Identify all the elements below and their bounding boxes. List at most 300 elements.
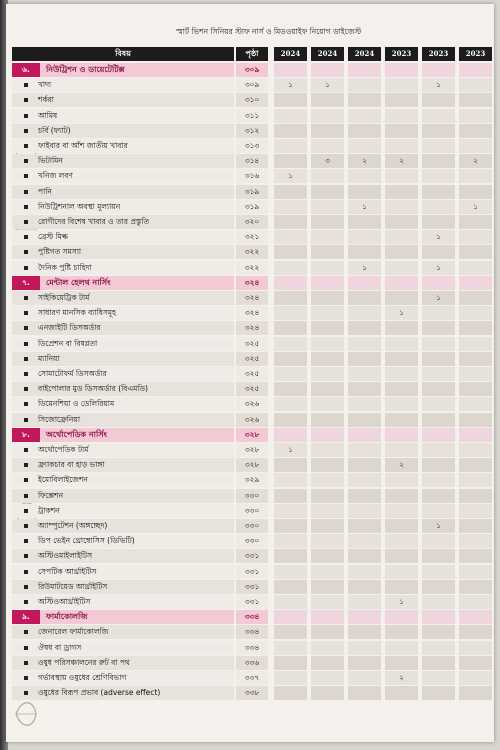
topic-name: দৈনিক পুষ্টি চাহিদা <box>12 261 234 275</box>
question-count-cell <box>422 428 455 442</box>
question-count-cell <box>422 306 455 320</box>
bullet-icon <box>24 311 28 315</box>
question-count-cell <box>422 625 455 639</box>
question-count-cell <box>311 504 344 518</box>
page-number: ৩২৯ <box>236 473 268 487</box>
question-count-cell <box>348 625 381 639</box>
question-count-cell <box>459 367 492 381</box>
page-number: ৩২৮ <box>236 443 268 457</box>
page-number: ৩১৯ <box>236 200 268 214</box>
question-count-cell <box>385 276 418 290</box>
question-count-cell <box>459 382 492 396</box>
question-count-cell <box>459 428 492 442</box>
question-count-cell <box>422 610 455 624</box>
question-count-cell <box>348 367 381 381</box>
section-row <box>12 428 492 443</box>
question-count-cell <box>422 245 455 259</box>
topic-name: সেপটিক আর্থ্রাইটিস <box>12 565 234 579</box>
bullet-icon <box>24 463 28 467</box>
page-number: ৩২৫ <box>236 367 268 381</box>
page-number: ৩২২ <box>236 245 268 259</box>
bullet-icon <box>24 296 28 300</box>
topic-name: সোমাটোফর্ম ডিসঅর্ডার <box>12 367 234 381</box>
topic-name: আমিষ <box>12 109 234 123</box>
table-row <box>12 367 492 382</box>
topic-name: খনিজ লবণ <box>12 169 234 183</box>
question-count-cell <box>422 276 455 290</box>
question-count-cell <box>348 306 381 320</box>
question-count-cell <box>348 656 381 670</box>
table-row <box>12 352 492 367</box>
question-count-cell <box>422 185 455 199</box>
question-count-cell: ২ <box>348 154 381 168</box>
question-count-cell <box>274 245 307 259</box>
question-count-cell <box>459 625 492 639</box>
question-count-cell <box>311 215 344 229</box>
question-count-cell <box>459 504 492 518</box>
question-count-cell <box>311 428 344 442</box>
question-count-cell <box>348 595 381 609</box>
page-number: ৩১৯ <box>236 185 268 199</box>
question-count-cell <box>422 397 455 411</box>
question-count-cell <box>274 686 307 700</box>
table-row <box>12 656 492 671</box>
question-count-cell <box>274 367 307 381</box>
question-count-cell <box>385 109 418 123</box>
table-row <box>12 139 492 154</box>
table-row <box>12 489 492 504</box>
question-count-cell <box>459 534 492 548</box>
topic-name: রিউমাটয়েড আর্থ্রাইটিস <box>12 580 234 594</box>
question-count-cell <box>311 473 344 487</box>
page-number: ৩৩১ <box>236 565 268 579</box>
question-count-cell <box>459 185 492 199</box>
question-count-cell <box>348 580 381 594</box>
question-count-cell <box>311 169 344 183</box>
bullet-icon <box>24 494 28 498</box>
question-count-cell: ১ <box>311 78 344 92</box>
section-number: ৯. <box>12 610 40 624</box>
question-count-cell <box>274 580 307 594</box>
question-count-cell <box>311 671 344 685</box>
page-number: ৩৩০ <box>236 534 268 548</box>
topic-name: ফিক্সেশন <box>12 489 234 503</box>
question-count-cell <box>311 185 344 199</box>
question-count-cell <box>274 413 307 427</box>
table-row <box>12 686 492 701</box>
question-count-cell <box>385 610 418 624</box>
topic-name: গর্ভাবস্থায় ওষুধের শ্রেণিবিভাগ <box>12 671 234 685</box>
question-count-cell <box>348 337 381 351</box>
bullet-icon <box>24 524 28 528</box>
page-number: ৩২১ <box>236 230 268 244</box>
page-number: ৩১২ <box>236 124 268 138</box>
table-row <box>12 625 492 640</box>
question-count-cell <box>385 382 418 396</box>
page-number: ৩১১ <box>236 109 268 123</box>
question-count-cell <box>459 397 492 411</box>
table-row <box>12 215 492 230</box>
topic-name: শর্করা <box>12 93 234 107</box>
question-count-cell <box>311 458 344 472</box>
question-count-cell <box>459 519 492 533</box>
question-count-cell <box>459 124 492 138</box>
bullet-icon <box>24 357 28 361</box>
question-count-cell <box>385 565 418 579</box>
question-count-cell <box>348 428 381 442</box>
question-count-cell <box>385 63 418 77</box>
year-column-header: 2023 <box>459 47 492 61</box>
topic-name: সিজোফ্রেনিয়া <box>12 413 234 427</box>
topic-name: সাধারণ মানসিক ব্যাধিসমূহ <box>12 306 234 320</box>
question-count-cell <box>311 580 344 594</box>
bullet-icon <box>24 509 28 513</box>
question-count-cell <box>348 352 381 366</box>
question-count-cell <box>422 565 455 579</box>
question-count-cell <box>348 519 381 533</box>
question-count-cell <box>459 641 492 655</box>
bullet-icon <box>24 372 28 376</box>
question-count-cell <box>274 671 307 685</box>
question-count-cell <box>459 656 492 670</box>
table-row <box>12 109 492 124</box>
bullet-icon <box>24 630 28 634</box>
question-count-cell <box>422 656 455 670</box>
question-count-cell <box>422 489 455 503</box>
topic-name: জেনারেল ফার্মাকোলজি <box>12 625 234 639</box>
question-count-cell <box>348 245 381 259</box>
question-count-cell <box>311 595 344 609</box>
question-count-cell: ১ <box>348 261 381 275</box>
question-count-cell: ১ <box>422 519 455 533</box>
question-count-cell <box>459 473 492 487</box>
bullet-icon <box>24 402 28 406</box>
table-row <box>12 504 492 519</box>
table-row <box>12 261 492 276</box>
question-count-cell: ১ <box>385 595 418 609</box>
question-count-cell <box>385 78 418 92</box>
question-count-cell <box>422 367 455 381</box>
question-count-cell <box>348 473 381 487</box>
topic-name: ওষুধ পরিসঞ্চালনের রুট বা পথ <box>12 656 234 670</box>
question-count-cell <box>422 93 455 107</box>
page-number: ৩২২ <box>236 261 268 275</box>
page-number: ৩৩১ <box>236 595 268 609</box>
question-count-cell <box>311 200 344 214</box>
bullet-icon <box>24 448 28 452</box>
topic-name: সাইকিয়েট্রিক টার্ম <box>12 291 234 305</box>
question-count-cell <box>311 109 344 123</box>
question-count-cell <box>274 93 307 107</box>
page-number: ৩৩১ <box>236 549 268 563</box>
question-count-cell <box>422 200 455 214</box>
question-count-cell <box>274 428 307 442</box>
topic-name: ইমোবিলাইজেশন <box>12 473 234 487</box>
question-count-cell <box>274 397 307 411</box>
page-number: ৩২৪ <box>236 291 268 305</box>
question-count-cell <box>274 306 307 320</box>
question-count-cell <box>422 124 455 138</box>
question-count-cell: ২ <box>459 154 492 168</box>
question-count-cell <box>459 245 492 259</box>
table-row <box>12 443 492 458</box>
bullet-icon <box>24 600 28 604</box>
year-column-header: 2024 <box>274 47 307 61</box>
question-count-cell <box>348 397 381 411</box>
question-count-cell <box>459 443 492 457</box>
question-count-cell <box>274 489 307 503</box>
question-count-cell: ১ <box>274 78 307 92</box>
question-count-cell <box>274 200 307 214</box>
running-header: স্মার্ট ভিশন সিনিয়র স্টাফ নার্স ও মিডওয়াইফ নিয়োগ ডাইজেস্ট <box>176 27 362 36</box>
question-count-cell <box>422 534 455 548</box>
question-count-cell <box>385 200 418 214</box>
question-count-cell <box>348 641 381 655</box>
question-count-cell: ২ <box>385 458 418 472</box>
page-number: ৩২৮ <box>236 428 268 442</box>
table-row <box>12 397 492 412</box>
question-count-cell <box>385 139 418 153</box>
question-count-cell <box>274 565 307 579</box>
year-column-header: 2023 <box>422 47 455 61</box>
question-count-cell <box>385 428 418 442</box>
question-count-cell <box>459 671 492 685</box>
question-count-cell <box>385 337 418 351</box>
page-number: ৩২৬ <box>236 413 268 427</box>
section-title: অর্থোপেডিক নার্সিং <box>12 428 234 442</box>
question-count-cell <box>385 93 418 107</box>
question-count-cell <box>274 321 307 335</box>
year-column-header: 2023 <box>385 47 418 61</box>
question-count-cell <box>422 473 455 487</box>
question-count-cell <box>385 413 418 427</box>
question-count-cell <box>311 321 344 335</box>
table-row <box>12 595 492 610</box>
question-count-cell <box>311 63 344 77</box>
question-count-cell <box>422 458 455 472</box>
question-count-cell <box>385 519 418 533</box>
page-number: ৩১০ <box>236 93 268 107</box>
topic-name: খাদ্য <box>12 78 234 92</box>
question-count-cell <box>274 641 307 655</box>
page-number: ৩২৪ <box>236 276 268 290</box>
question-count-cell <box>348 291 381 305</box>
table-row <box>12 458 492 473</box>
bullet-icon <box>24 478 28 482</box>
bullet-icon <box>24 98 28 102</box>
page-number: ৩৩৭ <box>236 671 268 685</box>
table-row <box>12 337 492 352</box>
question-count-cell <box>274 549 307 563</box>
bullet-icon <box>24 646 28 650</box>
question-count-cell <box>311 397 344 411</box>
question-count-cell <box>311 686 344 700</box>
question-count-cell <box>385 245 418 259</box>
question-count-cell <box>274 656 307 670</box>
topic-name: ওষুধের বিরূপ প্রভাব (adverse effect) <box>12 686 234 700</box>
question-count-cell <box>422 671 455 685</box>
question-count-cell <box>459 610 492 624</box>
page-number: ৩৩৪ <box>236 610 268 624</box>
table-row <box>12 291 492 306</box>
question-count-cell <box>311 534 344 548</box>
section-number: ৭. <box>12 276 40 290</box>
question-count-cell <box>422 641 455 655</box>
section-title: ফার্মাকোলজি <box>12 610 234 624</box>
question-count-cell <box>422 443 455 457</box>
question-count-cell <box>311 656 344 670</box>
question-count-cell <box>348 139 381 153</box>
page-number: ৩২৫ <box>236 352 268 366</box>
question-count-cell <box>385 443 418 457</box>
question-count-cell <box>311 352 344 366</box>
question-count-cell <box>459 352 492 366</box>
section-row <box>12 63 492 78</box>
question-count-cell <box>385 397 418 411</box>
table-row <box>12 413 492 428</box>
question-count-cell: ২ <box>385 154 418 168</box>
question-count-cell <box>311 367 344 381</box>
question-count-cell <box>422 169 455 183</box>
table-row <box>12 124 492 139</box>
book-page <box>6 4 494 742</box>
table-row <box>12 185 492 200</box>
bullet-icon <box>24 387 28 391</box>
page-number: ৩১৪ <box>236 154 268 168</box>
topic-name: ঔষধ বা ড্রাগস <box>12 641 234 655</box>
subject-column-header: বিষয় <box>12 47 234 61</box>
question-count-cell <box>422 413 455 427</box>
question-count-cell <box>348 610 381 624</box>
bullet-icon <box>24 554 28 558</box>
bullet-icon <box>24 266 28 270</box>
question-count-cell <box>385 230 418 244</box>
question-count-cell <box>348 413 381 427</box>
bullet-icon <box>24 585 28 589</box>
question-count-cell: ৩ <box>311 154 344 168</box>
page-number: ৩১৬ <box>236 169 268 183</box>
question-count-cell <box>459 169 492 183</box>
page-number: ৩২৬ <box>236 397 268 411</box>
question-count-cell <box>348 185 381 199</box>
question-count-cell <box>459 489 492 503</box>
bullet-icon <box>24 326 28 330</box>
question-count-cell <box>459 580 492 594</box>
question-count-cell <box>459 230 492 244</box>
bullet-icon <box>24 250 28 254</box>
year-column-header: 2024 <box>311 47 344 61</box>
question-count-cell <box>422 580 455 594</box>
question-count-cell <box>459 686 492 700</box>
question-count-cell <box>348 686 381 700</box>
topic-name: ডিপ্রেশন বা বিষণ্ণতা <box>12 337 234 351</box>
question-count-cell <box>459 549 492 563</box>
bullet-icon <box>24 83 28 87</box>
question-count-cell <box>459 93 492 107</box>
question-count-cell <box>385 352 418 366</box>
page-number: ৩৩৪ <box>236 625 268 639</box>
question-count-cell <box>311 261 344 275</box>
topic-name: ফাইবার বা আঁশ জাতীয় খাবার <box>12 139 234 153</box>
question-count-cell <box>348 78 381 92</box>
question-count-cell <box>274 276 307 290</box>
table-row <box>12 565 492 580</box>
question-count-cell: ১ <box>422 291 455 305</box>
question-count-cell <box>311 93 344 107</box>
page-number: ৩৩১ <box>236 580 268 594</box>
question-count-cell: ১ <box>422 261 455 275</box>
question-count-cell: ২ <box>385 671 418 685</box>
question-count-cell <box>385 367 418 381</box>
topic-name: অ্যাম্পুটেশন (অঙ্গচ্ছেদ) <box>12 519 234 533</box>
question-count-cell <box>422 109 455 123</box>
bullet-icon <box>24 691 28 695</box>
bullet-icon <box>24 676 28 680</box>
table-row <box>12 306 492 321</box>
topic-name: পানি <box>12 185 234 199</box>
topic-name: বাইপোলার মুড ডিসঅর্ডার (বিএমডি) <box>12 382 234 396</box>
table-row <box>12 580 492 595</box>
page-number: ৩৩০ <box>236 504 268 518</box>
question-count-cell <box>348 565 381 579</box>
question-count-cell <box>274 382 307 396</box>
question-count-cell <box>274 230 307 244</box>
table-row <box>12 519 492 534</box>
question-count-cell <box>348 671 381 685</box>
table-row <box>12 245 492 260</box>
question-count-cell <box>311 291 344 305</box>
question-count-cell <box>311 337 344 351</box>
question-count-cell <box>422 595 455 609</box>
question-count-cell <box>422 63 455 77</box>
bullet-icon <box>24 205 28 209</box>
question-count-cell <box>274 534 307 548</box>
question-count-cell <box>274 185 307 199</box>
question-count-cell <box>422 382 455 396</box>
question-count-cell <box>385 169 418 183</box>
question-count-cell <box>385 321 418 335</box>
question-count-cell <box>274 504 307 518</box>
question-count-cell <box>348 382 381 396</box>
topic-name: ডিমেনশিয়া ও ডেলিরিয়াম <box>12 397 234 411</box>
question-count-cell: ১ <box>459 200 492 214</box>
question-count-cell <box>385 124 418 138</box>
question-count-cell: ১ <box>422 230 455 244</box>
table-row <box>12 154 492 169</box>
question-count-cell <box>348 534 381 548</box>
question-count-cell <box>459 321 492 335</box>
question-count-cell <box>385 291 418 305</box>
question-count-cell <box>422 686 455 700</box>
question-count-cell <box>385 534 418 548</box>
topic-name: রোগীদের বিশেষ খাবার ও তার প্রস্তুতি <box>12 215 234 229</box>
question-count-cell <box>459 306 492 320</box>
page-number: ৩২৫ <box>236 337 268 351</box>
topic-name: চর্বি (ফ্যাট) <box>12 124 234 138</box>
section-title: নিউট্রিশন ও ডায়েটেটিক্স <box>12 63 234 77</box>
page-number: ৩৩৮ <box>236 686 268 700</box>
year-column-header: 2024 <box>348 47 381 61</box>
question-count-cell <box>459 595 492 609</box>
question-count-cell <box>311 519 344 533</box>
question-count-cell <box>274 154 307 168</box>
question-count-cell <box>348 215 381 229</box>
topic-name: অস্টিওআর্থ্রাইটিস <box>12 595 234 609</box>
table-row <box>12 671 492 686</box>
question-count-cell <box>274 337 307 351</box>
question-count-cell <box>348 109 381 123</box>
question-count-cell <box>385 185 418 199</box>
